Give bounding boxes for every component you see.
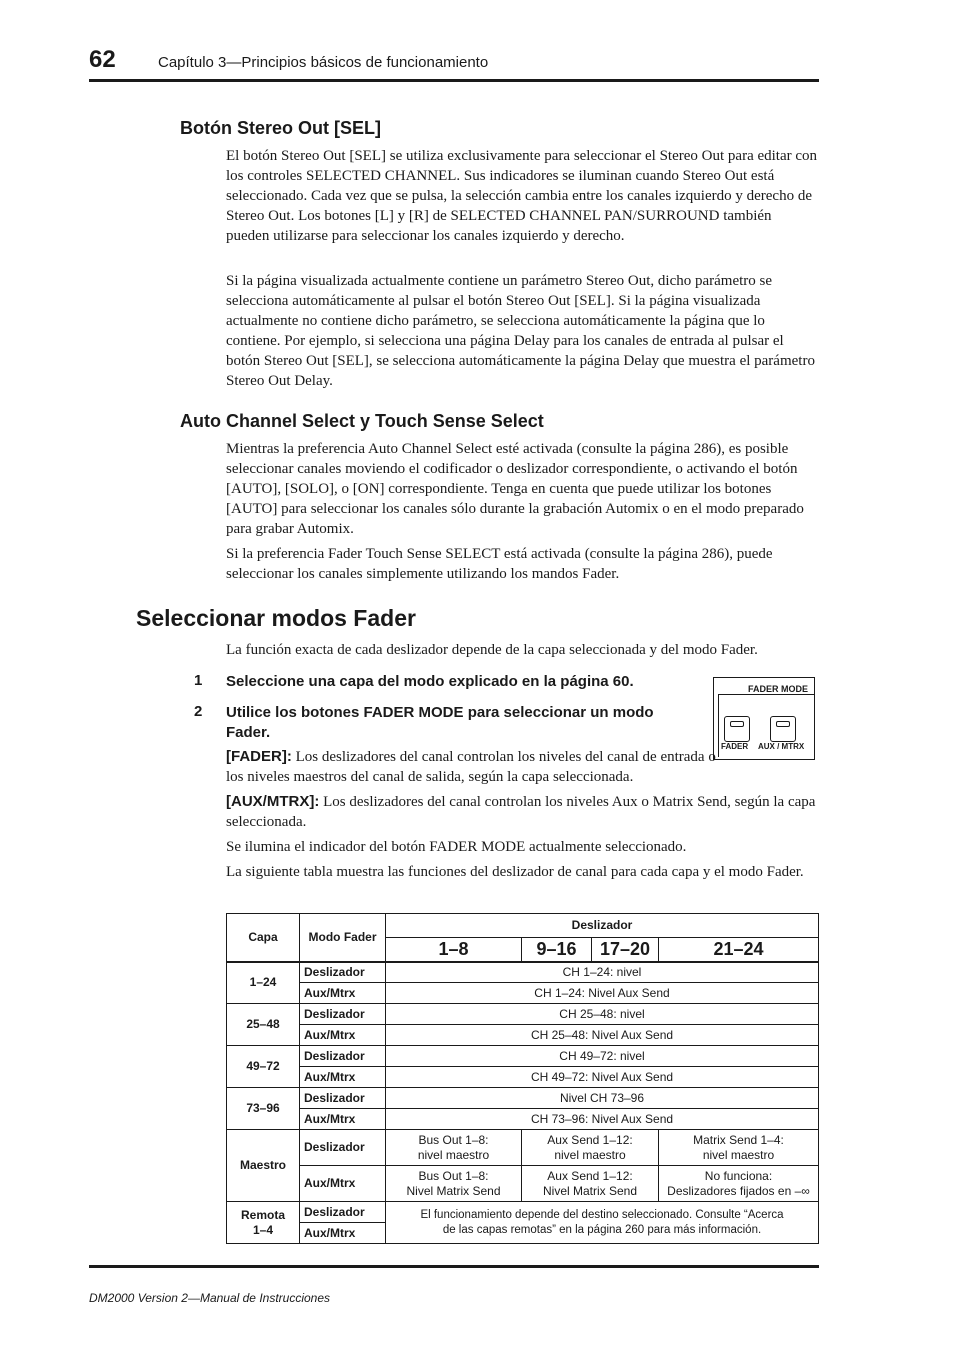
header-17-20: 17–20 xyxy=(592,938,659,962)
header-modo-fader: Modo Fader xyxy=(300,914,386,962)
cell-line: Aux Send 1–12: xyxy=(547,1132,633,1147)
paragraph: La siguiente tabla muestra las funciones del deslizador de canal para cada capa y el modo Fader. xyxy=(226,864,804,880)
mode-cell: Deslizador xyxy=(300,1088,386,1109)
function-cell: Nivel CH 73–96 xyxy=(386,1088,819,1109)
heading-fader-modes: Seleccionar modos Fader xyxy=(136,605,416,631)
function-cell: CH 25–48: nivel xyxy=(386,1004,819,1025)
mode-cell: Deslizador xyxy=(300,1202,386,1223)
cell-line: No funciona: xyxy=(704,1168,773,1183)
footer-text: DM2000 Version 2—Manual de Instrucciones xyxy=(89,1291,331,1305)
led-indicator xyxy=(730,721,744,727)
function-cell: CH 73–96: Nivel Aux Send xyxy=(386,1109,819,1130)
cell-line: Aux Send 1–12: xyxy=(547,1168,633,1183)
layer-cell: 1–24 xyxy=(227,962,300,1004)
aux-mode-label: [AUX/MTRX]: xyxy=(226,793,320,810)
function-cell: CH 49–72: Nivel Aux Send xyxy=(386,1067,819,1088)
header-capa: Capa xyxy=(227,914,300,962)
step-text: Utilice los botones FADER MODE para seleccionar un modo Fader. xyxy=(226,704,654,741)
header-21-24: 21–24 xyxy=(659,938,819,962)
cell-line: Matrix Send 1–4: xyxy=(693,1132,784,1147)
fader-mode-text: Los deslizadores del canal controlan los niveles del canal de entrada o los niveles maestros del canal de salida, según la capa seleccionada. xyxy=(226,749,716,785)
chapter-title: Capítulo 3—Principios básicos de funcionamiento xyxy=(158,54,489,71)
step-number: 2 xyxy=(194,703,203,720)
function-cell: CH 49–72: nivel xyxy=(386,1046,819,1067)
mode-cell: Aux/Mtrx xyxy=(300,1109,386,1130)
fader-mode-label: [FADER]: xyxy=(226,748,292,765)
fader-button-label: FADER xyxy=(721,742,749,751)
header-9-16: 9–16 xyxy=(522,938,592,962)
step-number: 1 xyxy=(194,672,203,689)
header-1-8: 1–8 xyxy=(386,938,522,962)
aux-mtrx-button-label: AUX / MTRX xyxy=(758,742,805,751)
cell-line: 1–4 xyxy=(252,1222,274,1237)
mode-cell: Deslizador xyxy=(300,1004,386,1025)
mode-cell: Deslizador xyxy=(300,1130,386,1166)
layer-cell: Maestro xyxy=(227,1130,300,1202)
cell-line: El funcionamiento depende del destino seleccionado. Consulte “Acerca xyxy=(420,1208,784,1221)
mode-cell: Deslizador xyxy=(300,962,386,983)
footer-rule xyxy=(89,1265,819,1268)
mode-cell: Aux/Mtrx xyxy=(300,1025,386,1046)
page-number: 62 xyxy=(89,46,116,73)
cell-line: Nivel Matrix Send xyxy=(542,1183,638,1198)
cell-line: Nivel Matrix Send xyxy=(406,1183,501,1198)
header-rule xyxy=(89,79,819,82)
function-cell xyxy=(522,1130,659,1166)
function-cell xyxy=(659,1166,819,1202)
cell-line: nivel maestro xyxy=(702,1147,775,1162)
function-cell xyxy=(522,1166,659,1202)
function-cell xyxy=(386,1130,522,1166)
paragraph: El botón Stereo Out [SEL] se utiliza exclusivamente para seleccionar el Stereo Out para editar con los controles SELECTED CHANNEL. Sus indicadores se iluminan cuando Stereo Out está seleccionado. Cada vez que se pulsa, la selección cambia entre los canales izquierdo y derecho de Stereo Out. Los botones [L] y [R] de SELECTED CHANNEL PAN/SURROUND también pueden utilizarse para seleccionar los canales izquierdo y derecho. xyxy=(226,148,818,244)
mode-cell: Aux/Mtrx xyxy=(300,1067,386,1088)
layer-cell xyxy=(227,1202,300,1244)
paragraph: La función exacta de cada deslizador depende de la capa seleccionada y del modo Fader. xyxy=(226,642,758,658)
mode-cell: Aux/Mtrx xyxy=(300,1223,386,1244)
function-cell: CH 1–24: Nivel Aux Send xyxy=(386,983,819,1004)
function-cell: CH 25–48: Nivel Aux Send xyxy=(386,1025,819,1046)
fader-mode-description xyxy=(226,747,726,787)
cell-line: nivel maestro xyxy=(554,1147,626,1162)
led-indicator xyxy=(776,721,790,727)
aux-mtrx-button-illustration xyxy=(770,716,796,742)
paragraph: Si la página visualizada actualmente contiene un parámetro Stereo Out, dicho parámetro se selecciona automáticamente al pulsar el botón Stereo Out [SEL]. Si la página visualizada actualmente no contiene dicho parámetro, se selecciona automáticamente la página que lo contiene. Por ejemplo, si selecciona una página Delay para los canales de entrada al pulsar el botón Stereo Out [SEL], se selecciona automáticamente la página Delay que muestra el parámetro Stereo Out Delay. xyxy=(226,273,815,389)
fader-button-illustration xyxy=(724,716,750,742)
paragraph: Si la preferencia Fader Touch Sense SELECT está activada (consulte la página 286), puede seleccionar los canales simplemente utilizando los mandos Fader. xyxy=(226,546,773,582)
aux-mode-description xyxy=(226,792,818,832)
fader-function-table xyxy=(226,913,819,1244)
function-cell xyxy=(386,1202,819,1244)
heading-stereo-out: Botón Stereo Out [SEL] xyxy=(180,118,381,138)
paragraph: Mientras la preferencia Auto Channel Select esté activada (consulte la página 286), es posible seleccionar canales moviendo el codificador o deslizador correspondiente, o activando el botón [AUTO], [SOLO], o [ON] correspondiente. Tenga en cuenta que puede utilizar los botones [AUTO] para seleccionar los canales sólo durante la grabación Automix o en el modo preparado para grabar Automix. xyxy=(226,441,804,537)
function-cell xyxy=(386,1166,522,1202)
mode-cell: Aux/Mtrx xyxy=(300,983,386,1004)
cell-line: Remota xyxy=(240,1207,285,1222)
cell-line: Deslizadores fijados en –∞ xyxy=(667,1183,810,1198)
heading-auto-channel: Auto Channel Select y Touch Sense Select xyxy=(180,411,544,431)
cell-line: nivel maestro xyxy=(417,1147,490,1162)
panel-title: FADER MODE xyxy=(748,684,809,694)
header-deslizador: Deslizador xyxy=(386,914,819,938)
layer-cell: 25–48 xyxy=(227,1004,300,1046)
function-cell xyxy=(659,1130,819,1166)
step-text: Seleccione una capa del modo explicado en la página 60. xyxy=(226,673,634,690)
paragraph: Se ilumina el indicador del botón FADER MODE actualmente seleccionado. xyxy=(226,839,687,855)
mode-cell: Aux/Mtrx xyxy=(300,1166,386,1202)
aux-mode-text: Los deslizadores del canal controlan los niveles Aux o Matrix Send, según la capa seleccionada. xyxy=(226,794,816,830)
layer-cell: 73–96 xyxy=(227,1088,300,1130)
cell-line: Bus Out 1–8: xyxy=(418,1132,489,1147)
function-cell: CH 1–24: nivel xyxy=(386,962,819,983)
cell-line: de las capas remotas” en la página 260 para más información. xyxy=(442,1223,762,1236)
layer-cell: 49–72 xyxy=(227,1046,300,1088)
cell-line: Bus Out 1–8: xyxy=(418,1168,489,1183)
mode-cell: Deslizador xyxy=(300,1046,386,1067)
